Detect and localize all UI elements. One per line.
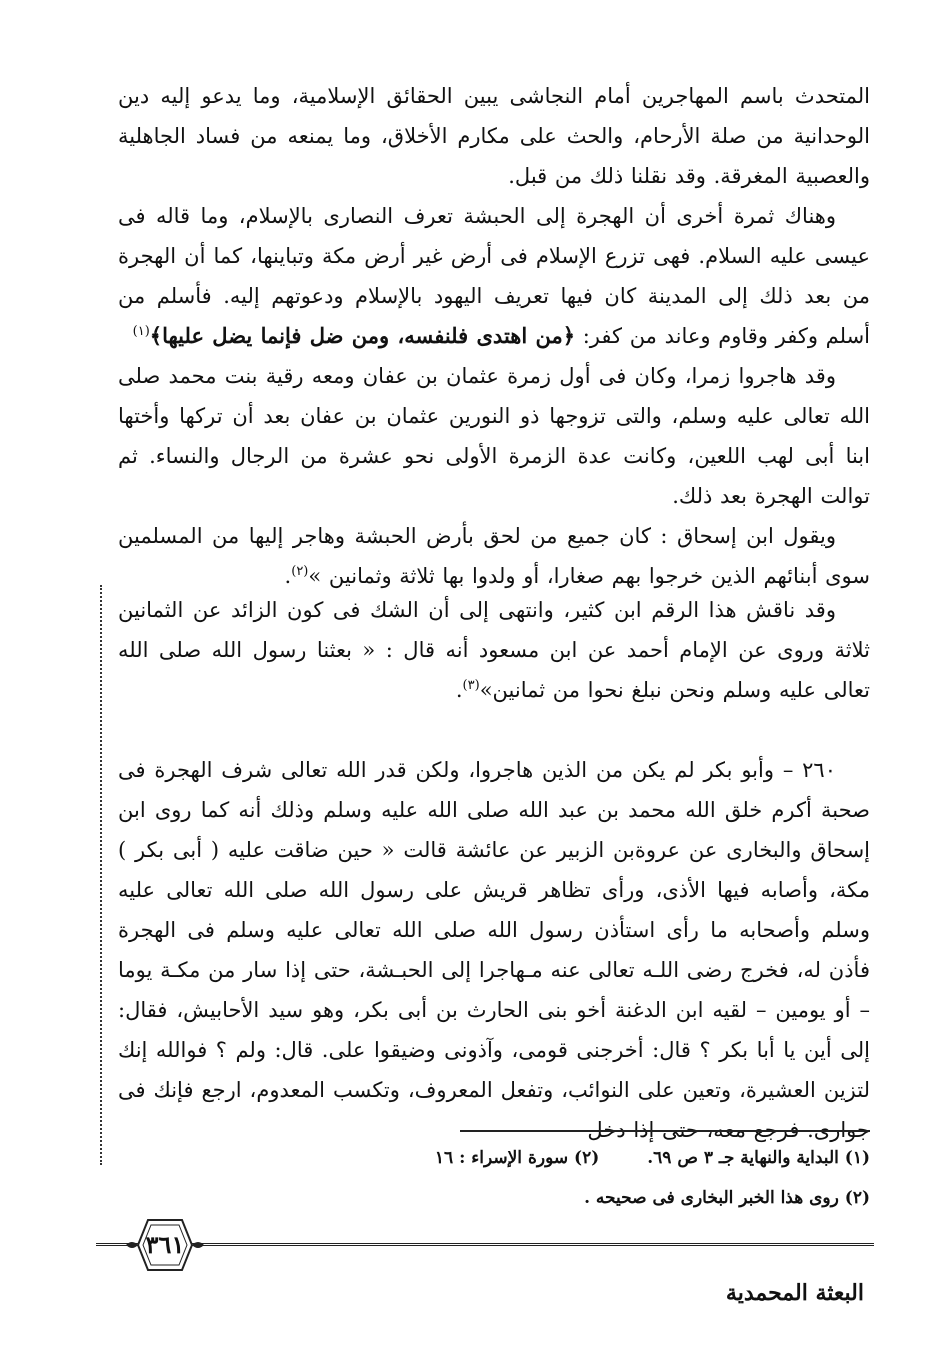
footnote-marker: (١) [132,324,150,339]
paragraph-text: ويقول ابن إسحاق : كان جميع من لحق بأرض الحبشة وهاجر إليها من المسلمين سوى أبنائهم الذين خرجوا بهم صغارا، أو ولدوا بها ثلاثة وثمانين » [118,524,870,588]
footnote-separator [460,1130,870,1132]
footnotes [118,1138,870,1218]
paragraph-najashi [118,76,870,196]
footnote-marker: (٣) [462,678,480,693]
paragraph-text: وهناك ثمرة أخرى أن الهجرة إلى الحبشة تعرف النصارى بالإسلام، وما قاله فى عيسى عليه السلام. فهى تزرع الإسلام فى أرض غير أرض مكة وتباينها، كما أن الهجرة من بعد ذلك إلى المدينة كان فيها تعريف اليهود بالإسلام ودعوتهم إليه. فأسلم من أسلم وكفر وقاوم وعاند من كفر: [118,204,870,348]
paragraph-260 [118,750,870,1150]
footnote-marker: (٢) [291,564,309,579]
main-text-section-260 [118,750,870,1150]
page-number: ٣٦١ [145,1230,185,1259]
main-text-ibn-kathir [118,590,870,710]
quran-quote: ﴿من اهتدى فلنفسه، ومن ضل فإنما يضل عليها﴾ [149,323,576,348]
footnote-row [118,1138,870,1178]
paragraph-ibn-kathir: وقد ناقش هذا الرقم ابن كثير، وانتهى إلى أن الشك فى كون الزائد عن الثمانين ثلاثة وروى عن الإمام أحمد عن ابن مسعود أنه قال : « بعثنا رسول الله صلى الله تعالى عليه وسلم ونحن نبلغ نحوا من ثمانين»$^{(٣)}$. [118,598,870,702]
paragraph-text: وقد هاجروا زمرا، وكان فى أول زمرة عثمان بن عفان ومعه رقية بنت محمد صلى الله تعالى عليه وسلم، والتى تزوجها ذو النورين عثمان بن عفان بعد أن تركها وأختها ابنا أبى لهب اللعين، وكانت عدة الزمرة الأولى نحو عشرة من الرجال والنساء. ثم توالت الهجرة بعد ذلك. [118,364,870,508]
paragraph-first-group [118,356,870,516]
footnote-2: (٢) سورة الإسراء : ١٦ [434,1148,600,1168]
running-footer-title: البعثة المحمدية [725,1280,864,1306]
footnote-1: (١) البداية والنهاية جـ ٣ ص ٦٩. [647,1148,870,1168]
main-text-upper [118,76,870,596]
paragraph-text: المتحدث باسم المهاجرين أمام النجاشى يبين الحقائق الإسلامية، وما يدعو إليه دين الوحدانية من صلة الأرحام، والحث على مكارم الأخلاق، وما يمنعه من فساد الجاهلية والعصبية المغرقة. وقد نقلنا ذلك من قبل. [118,84,870,188]
paragraph-text: ٢٦٠ – وأبو بكر لم يكن من الذين هاجروا، ولكن قدر الله تعالى شرف الهجرة فى صحبة أكرم خلق الله محمد بن عبد الله صلى الله عليه وسلم وذلك أنه كما روى ابن إسحاق والبخارى عن عروةبن الزبير عن عائشة قالت « حين ضاقت عليه ( أبى بكر ) مكة، وأصابه فيها الأذى، ورأى تظاهر قريش على رسول الله صلى الله تعالى عليه وسلم وأصحابه ما رأى استأذن رسول الله صلى الله تعالى عليه وسلم فى الهجرة فأذن له، فخرج رضى اللـه تعالى عنه مـهاجرا إلى الحبـشة، حتى إذا سار من مكـة يوما – أو يومين – لقيه ابن الدغنة أخو بنى الحارث بن أبى بكر، وهو سيد الأحابيش، فقال: إلى أين يا أبا بكر ؟ قال: أخرجنى قومى، وآذونى وضيقوا على. قال: ولم ؟ فوالله إنك لتزين العشيرة، وتعين على النوائب، وتفعل المعروف، وتكسب المعدوم، ارجع فإنك فى جوارى. فرجع معه، حتى إذا دخل [118,758,870,1142]
footnote-row [118,1178,870,1218]
footnote-3: (٢) روى هذا الخبر البخارى فى صحيحه . [584,1188,870,1208]
paragraph-abyssinia-fruit [118,196,870,356]
margin-dotted-rule [100,585,102,1165]
paragraph-text: وقد ناقش هذا الرقم ابن كثير، وانتهى إلى أن الشك فى كون الزائد عن الثمانين ثلاثة وروى عن الإمام أحمد عن ابن مسعود أنه قال : « بعثنا رسول الله صلى الله تعالى عليه وسلم ونحن نبلغ نحوا من ثمانين» [118,598,870,702]
footer-rule [96,1243,874,1246]
paragraph-ibn-ishaq: ويقول ابن إسحاق : كان جميع من لحق بأرض الحبشة وهاجر إليها من المسلمين سوى أبنائهم الذين خرجوا بهم صغارا، أو ولدوا بها ثلاثة وثمانين »$^{(٢)}$. [118,524,870,588]
